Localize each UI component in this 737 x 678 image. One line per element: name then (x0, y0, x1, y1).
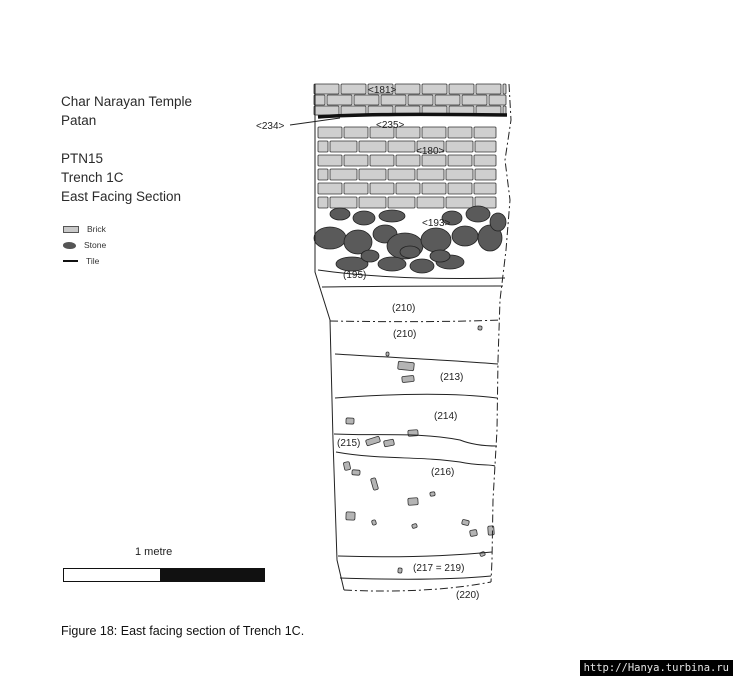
brick (327, 95, 352, 105)
brick (462, 95, 487, 105)
layer-boundary-line (336, 452, 495, 466)
brick (395, 84, 420, 94)
brick (314, 84, 339, 94)
brick (359, 197, 386, 208)
brick (422, 84, 447, 94)
brick (446, 141, 473, 152)
brick (344, 183, 368, 194)
context-label-210-lower: (210) (393, 329, 417, 340)
inclusion (398, 568, 403, 573)
brick (474, 155, 496, 166)
stone (452, 226, 478, 246)
inclusion (383, 439, 394, 447)
inclusion (408, 498, 418, 506)
stone (466, 206, 490, 222)
inclusion (470, 529, 478, 536)
inclusions (343, 326, 494, 573)
brick (474, 183, 496, 194)
brick (408, 95, 433, 105)
legend-label-stone: Stone (84, 240, 107, 250)
brick (474, 127, 496, 138)
brick (330, 141, 357, 152)
brick (314, 95, 325, 105)
tile-layer-234 (318, 114, 507, 117)
brick (422, 183, 446, 194)
context-label-234: <234> (256, 121, 285, 132)
brick (330, 169, 357, 180)
stone (378, 257, 406, 271)
trench-name: Trench 1C (61, 170, 124, 185)
inclusion (479, 551, 485, 556)
watermark: http://Hanya.turbina.ru (580, 660, 733, 676)
brick (318, 155, 342, 166)
brick (359, 141, 386, 152)
inclusion (478, 326, 482, 330)
inclusion (386, 352, 389, 356)
brick (318, 127, 342, 138)
layer-boundary-line (340, 576, 491, 579)
context-label-193: <193> (422, 218, 451, 229)
brick (344, 127, 368, 138)
brick (318, 169, 328, 180)
brick (435, 95, 460, 105)
brick (446, 197, 473, 208)
inclusion (430, 492, 436, 497)
brick (448, 155, 472, 166)
stone-layer (314, 206, 506, 273)
inclusion (365, 436, 380, 446)
layer-boundary-line (330, 320, 500, 322)
stone (314, 227, 346, 249)
brick (388, 169, 415, 180)
stone (400, 246, 420, 258)
brick (448, 183, 472, 194)
inclusion (352, 470, 360, 476)
context-label-216: (216) (431, 467, 455, 478)
context-label-213: (213) (440, 372, 464, 383)
inclusion (371, 520, 376, 526)
legend-label-tile: Tile (86, 256, 100, 266)
brick (354, 95, 379, 105)
inclusion (343, 461, 351, 470)
brick (475, 141, 496, 152)
figure-caption: Figure 18: East facing section of Trench 1C. (61, 624, 305, 638)
stone (421, 228, 451, 252)
brick (476, 84, 501, 94)
brick (359, 169, 386, 180)
context-label-217-219: (217 = 219) (413, 563, 465, 574)
layer-boundary-line (335, 394, 497, 398)
site-location: Patan (61, 113, 97, 128)
brick (417, 197, 444, 208)
inclusion (461, 519, 469, 526)
brick-courses (314, 84, 506, 208)
brick (503, 84, 506, 94)
brick (449, 84, 474, 94)
inclusion (488, 526, 495, 535)
legend-label-brick: Brick (87, 224, 106, 234)
inclusion (398, 361, 415, 371)
inclusion (412, 523, 418, 528)
context-label-220: (220) (456, 590, 480, 601)
site-name: Char Narayan Temple (61, 94, 193, 109)
context-label-210-upper: (210) (392, 303, 416, 314)
layer-boundary-line (338, 552, 492, 557)
stone (430, 250, 450, 262)
scale-label: 1 metre (135, 546, 173, 558)
brick (341, 84, 366, 94)
site-code: PTN15 (61, 151, 104, 166)
section-name: East Facing Section (61, 189, 182, 204)
stone (379, 210, 405, 222)
inclusion (402, 375, 415, 382)
context-label-215: (215) (337, 438, 361, 449)
stone (410, 259, 434, 273)
brick (314, 106, 339, 115)
brick (417, 169, 444, 180)
brick (381, 95, 406, 105)
inclusion (346, 512, 355, 520)
context-label-195: (195) (343, 270, 367, 281)
context-label-181: <181> (368, 85, 397, 96)
layer-boundary-line (322, 286, 503, 287)
brick (318, 183, 342, 194)
brick (489, 95, 506, 105)
brick (370, 155, 394, 166)
brick (446, 169, 473, 180)
context-label-214: (214) (434, 411, 458, 422)
brick (475, 169, 496, 180)
brick (318, 197, 328, 208)
brick (396, 183, 420, 194)
brick (318, 141, 328, 152)
stone (490, 213, 506, 231)
context-label-235: <235> (376, 120, 405, 131)
brick (448, 127, 472, 138)
brick (370, 183, 394, 194)
layer-boundary-line (335, 354, 498, 364)
brick (330, 197, 357, 208)
stone (361, 250, 379, 262)
brick (422, 127, 446, 138)
brick (388, 197, 415, 208)
brick (388, 141, 415, 152)
context-label-180: <180> (416, 146, 445, 157)
brick (344, 155, 368, 166)
stone (330, 208, 350, 220)
inclusion (346, 418, 354, 424)
stone (353, 211, 375, 225)
inclusion (370, 478, 378, 491)
